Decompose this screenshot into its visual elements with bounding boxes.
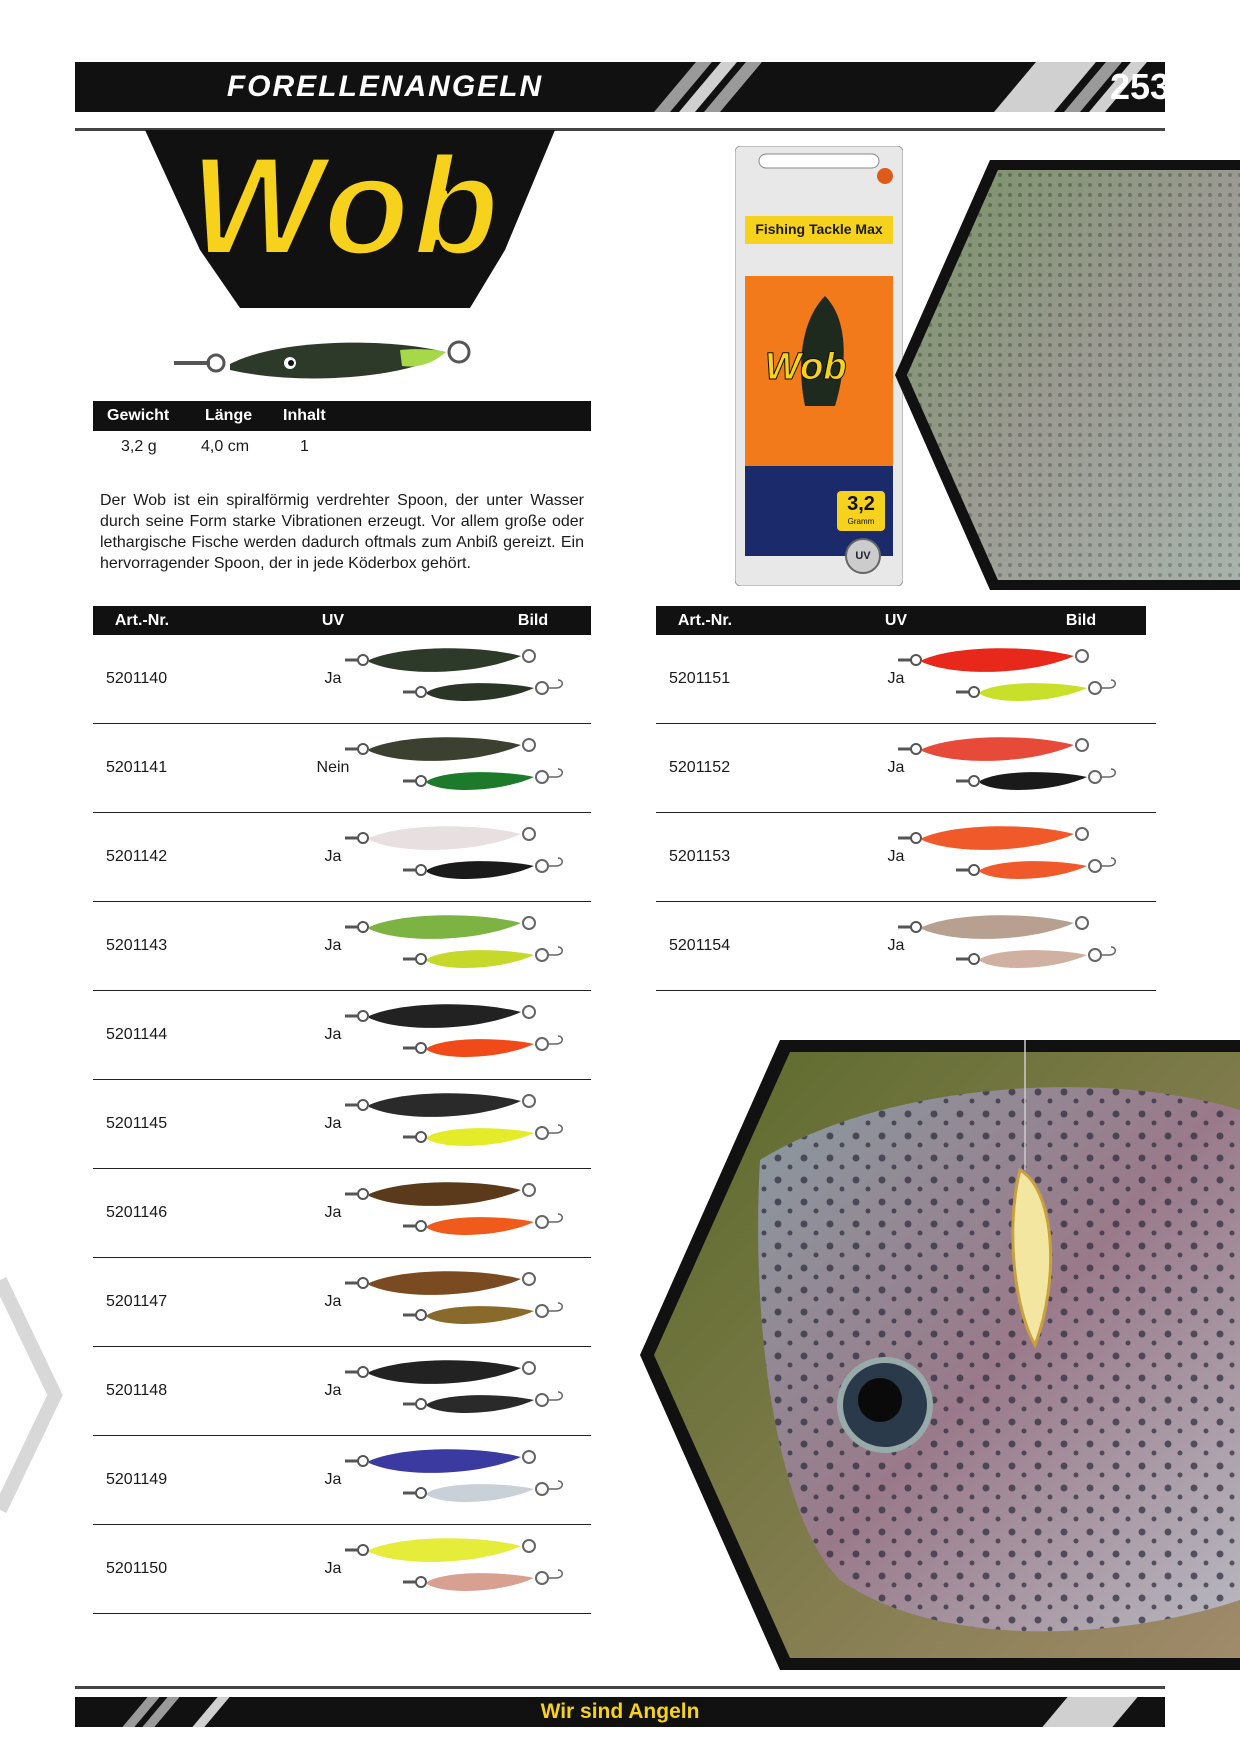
table-row xyxy=(93,1525,591,1614)
lure-image xyxy=(343,1266,553,1302)
section-title: FORELLENANGELN xyxy=(226,70,544,103)
uv-badge: UV xyxy=(845,538,881,574)
lure-image xyxy=(401,1213,566,1241)
lure-image xyxy=(401,1569,566,1597)
product-table-left xyxy=(93,635,591,1614)
lure-image xyxy=(401,857,566,885)
table-row xyxy=(93,635,591,724)
article-number: 5201149 xyxy=(106,1471,168,1488)
lure-image xyxy=(343,1444,553,1480)
lure-image xyxy=(343,999,553,1035)
article-number: 5201141 xyxy=(106,759,168,776)
article-number: 5201148 xyxy=(106,1382,168,1399)
article-number: 5201146 xyxy=(106,1204,168,1221)
table-row xyxy=(656,724,1156,813)
lure-image xyxy=(343,643,553,679)
package-product-name: Wob xyxy=(765,346,847,388)
uv-value: Ja xyxy=(324,1115,342,1132)
article-number: 5201150 xyxy=(106,1560,168,1577)
uv-value: Ja xyxy=(324,1560,342,1577)
header-bild: Bild xyxy=(517,612,549,629)
spec-weight: 3,2 g xyxy=(121,438,157,455)
lure-image xyxy=(896,732,1106,768)
table-row xyxy=(93,1347,591,1436)
article-number: 5201152 xyxy=(669,759,731,776)
product-logo xyxy=(140,127,560,310)
lure-image xyxy=(954,768,1119,796)
lure-image xyxy=(343,1355,553,1391)
article-number: 5201144 xyxy=(106,1026,168,1043)
table-header-left xyxy=(93,606,591,635)
article-number: 5201145 xyxy=(106,1115,168,1132)
lure-image xyxy=(896,643,1106,679)
product-name: Wob xyxy=(190,127,503,284)
package-weight-unit: Gramm xyxy=(847,517,875,526)
lure-image xyxy=(401,1035,566,1063)
article-number: 5201140 xyxy=(106,670,168,687)
package-weight-badge xyxy=(837,491,885,531)
uv-value: Ja xyxy=(324,670,342,687)
uv-value: Ja xyxy=(324,1204,342,1221)
table-row xyxy=(93,813,591,902)
table-row xyxy=(656,813,1156,902)
lure-image xyxy=(896,910,1106,946)
article-number: 5201143 xyxy=(106,937,168,954)
uv-value: Ja xyxy=(887,848,905,865)
header-bar xyxy=(75,62,1165,112)
article-number: 5201153 xyxy=(669,848,731,865)
spec-header-weight: Gewicht xyxy=(107,407,170,424)
lure-image xyxy=(401,768,566,796)
footer-divider xyxy=(75,1686,1165,1689)
lure-image xyxy=(401,1302,566,1330)
uv-value: Ja xyxy=(324,1293,342,1310)
table-row xyxy=(656,902,1156,991)
lure-image xyxy=(401,1480,566,1508)
package-image xyxy=(735,146,903,586)
table-row xyxy=(93,1080,591,1169)
spec-header-content: Inhalt xyxy=(283,407,326,424)
uv-value: Ja xyxy=(324,848,342,865)
lure-image xyxy=(343,1533,553,1569)
footer-slogan: Wir sind Angeln xyxy=(540,1700,700,1723)
article-number: 5201142 xyxy=(106,848,168,865)
lure-image xyxy=(954,679,1119,707)
page-number: 253 xyxy=(1109,66,1171,107)
table-row xyxy=(93,1258,591,1347)
uv-value: Ja xyxy=(887,759,905,776)
table-row xyxy=(93,1169,591,1258)
lure-image xyxy=(954,857,1119,885)
trout-photo xyxy=(640,1040,1240,1670)
uv-value: Ja xyxy=(324,1382,342,1399)
table-header-right xyxy=(656,606,1146,635)
hero-lure-image xyxy=(170,330,480,390)
uv-value: Ja xyxy=(324,937,342,954)
lure-image xyxy=(954,946,1119,974)
uv-value: Ja xyxy=(324,1026,342,1043)
lure-image xyxy=(401,1391,566,1419)
lure-image xyxy=(896,821,1106,857)
table-row xyxy=(93,1436,591,1525)
article-number: 5201151 xyxy=(669,670,731,687)
article-number: 5201154 xyxy=(669,937,731,954)
uv-value: Ja xyxy=(887,937,905,954)
table-row xyxy=(93,724,591,813)
spec-header-length: Länge xyxy=(205,407,253,424)
product-description: Der Wob ist ein spiralförmig verdrehter Spoon, der unter Wasser durch seine Form starke Vibrationen erzeugt. Vor allem große oder lethargische Fische werden dadurch oftmals zum Anbiß gereizt. Ein hervorragender Spoon, der in jede Köderbox gehört. xyxy=(100,492,584,572)
lure-image xyxy=(343,1177,553,1213)
spec-length: 4,0 cm xyxy=(201,438,250,455)
uv-value: Nein xyxy=(316,759,350,776)
fish-skin-photo xyxy=(895,160,1240,590)
table-row xyxy=(656,635,1156,724)
uv-value: Ja xyxy=(887,670,905,687)
table-row xyxy=(93,991,591,1080)
spec-table-header xyxy=(93,401,591,431)
table-row xyxy=(93,902,591,991)
package-weight: 3,2 xyxy=(847,493,875,515)
product-table-right xyxy=(656,635,1156,991)
chevron-decoration xyxy=(0,1270,70,1520)
spec-table-row xyxy=(93,432,591,462)
article-number: 5201147 xyxy=(106,1293,168,1310)
header-uv: UV xyxy=(321,612,345,629)
spec-content: 1 xyxy=(300,438,309,455)
header-art-nr: Art.-Nr. xyxy=(677,612,733,629)
lure-image xyxy=(343,821,553,857)
lure-image xyxy=(401,679,566,707)
header-art-nr: Art.-Nr. xyxy=(114,612,170,629)
header-uv: UV xyxy=(884,612,908,629)
lure-image xyxy=(401,946,566,974)
footer-bar xyxy=(75,1697,1165,1727)
lure-image xyxy=(343,1088,553,1124)
lure-image xyxy=(401,1124,566,1152)
header-bild: Bild xyxy=(1065,612,1097,629)
uv-value: Ja xyxy=(324,1471,342,1488)
lure-image xyxy=(343,910,553,946)
package-brand: Fishing Tackle Max xyxy=(755,221,883,237)
lure-image xyxy=(343,732,553,768)
